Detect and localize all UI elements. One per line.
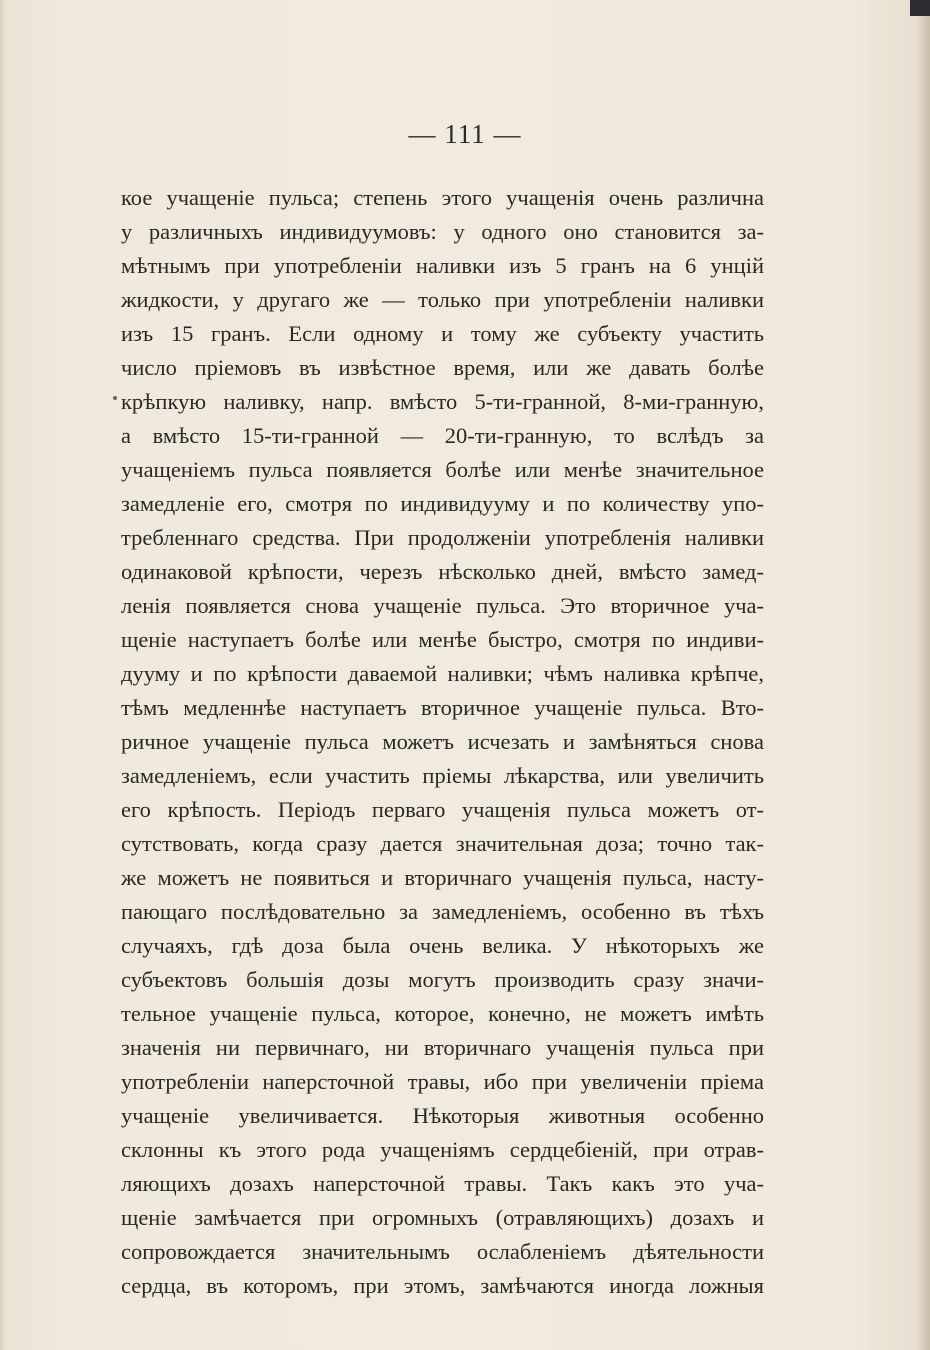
text-line: кое учащеніе пульса; степень этого учащенія очень различна (121, 185, 764, 210)
text-line: замедленіемъ, если участить пріемы лѣкарства, или увеличить (121, 763, 764, 788)
text-line: мѣтнымъ при употребленіи наливки изъ 5 гранъ на 6 унцій (121, 253, 764, 278)
text-line: а вмѣсто 15-ти-гранной — 20-ти-гранную, то вслѣдъ за (121, 423, 764, 448)
text-line: у различныхъ индивидуумовъ: у одного оно становится за- (121, 219, 764, 244)
text-line: одинаковой крѣпости, черезъ нѣсколько дней, вмѣсто замед- (121, 559, 764, 584)
text-line: щеніе замѣчается при огромныхъ (отравляющихъ) дозахъ и (121, 1205, 764, 1230)
page-edge-right (916, 0, 930, 1350)
text-line: сутствовать, когда сразу дается значительная доза; точно так- (121, 831, 764, 856)
text-line: ленія появляется снова учащеніе пульса. Это вторичное уча- (121, 593, 764, 618)
text-line: тельное учащеніе пульса, которое, конечно, не можетъ имѣть (121, 1001, 764, 1026)
text-line: случаяхъ, гдѣ доза была очень велика. У нѣкоторыхъ же (121, 933, 764, 958)
text-line: изъ 15 гранъ. Если одному и тому же субъекту участить (121, 321, 764, 346)
page-edge-left (0, 0, 6, 1350)
text-line: пающаго послѣдовательно за замедленіемъ, особенно въ тѣхъ (121, 899, 764, 924)
text-line: же можетъ не появиться и вторичнаго учащенія пульса, насту- (121, 865, 764, 890)
text-line: значенія ни первичнаго, ни вторичнаго учащенія пульса при (121, 1035, 764, 1060)
text-line: замедленіе его, смотря по индивидууму и по количеству упо- (121, 491, 764, 516)
text-line: тѣмъ медленнѣе наступаетъ вторичное учащеніе пульса. Вто- (121, 695, 764, 720)
text-line: щеніе наступаетъ болѣе или менѣе быстро, смотря по индиви- (121, 627, 764, 652)
page-number: — 111 — (408, 119, 522, 149)
text-line: крѣпкую наливку, напр. вмѣсто 5-ти-гранной, 8-ми-гранную, (121, 389, 764, 414)
text-line: сопровождается значительнымъ ослабленіемъ дѣятельности (121, 1239, 764, 1264)
text-line: требленнаго средства. При продолженіи употребленія наливки (121, 525, 764, 550)
text-line: учащеніе увеличивается. Нѣкоторыя животныя особенно (121, 1103, 764, 1128)
text-line: субъектовъ большія дозы могутъ производить сразу значи- (121, 967, 764, 992)
margin-speck (113, 396, 117, 400)
text-line: сердца, въ которомъ, при этомъ, замѣчаются иногда ложныя (121, 1273, 764, 1298)
text-line: число пріемовъ въ извѣстное время, или же давать болѣе (121, 355, 764, 380)
text-line: ричное учащеніе пульса можетъ исчезать и замѣняться снова (121, 729, 764, 754)
text-line: склонны къ этого рода учащеніямъ сердцебіеній, при отрав- (121, 1137, 764, 1162)
text-line: дууму и по крѣпости даваемой наливки; чѣмъ наливка крѣпче, (121, 661, 764, 686)
text-line: жидкости, у другаго же — только при употребленіи наливки (121, 287, 764, 312)
text-line: учащеніемъ пульса появляется болѣе или менѣе значительное (121, 457, 764, 482)
text-line: ляющихъ дозахъ наперсточной травы. Такъ какъ это уча- (121, 1171, 764, 1196)
text-line: употребленіи наперсточной травы, ибо при увеличеніи пріема (121, 1069, 764, 1094)
body-text (121, 181, 764, 1303)
scan-corner-mark (910, 0, 930, 16)
text-line: его крѣпость. Періодъ перваго учащенія пульса можетъ от- (121, 797, 764, 822)
